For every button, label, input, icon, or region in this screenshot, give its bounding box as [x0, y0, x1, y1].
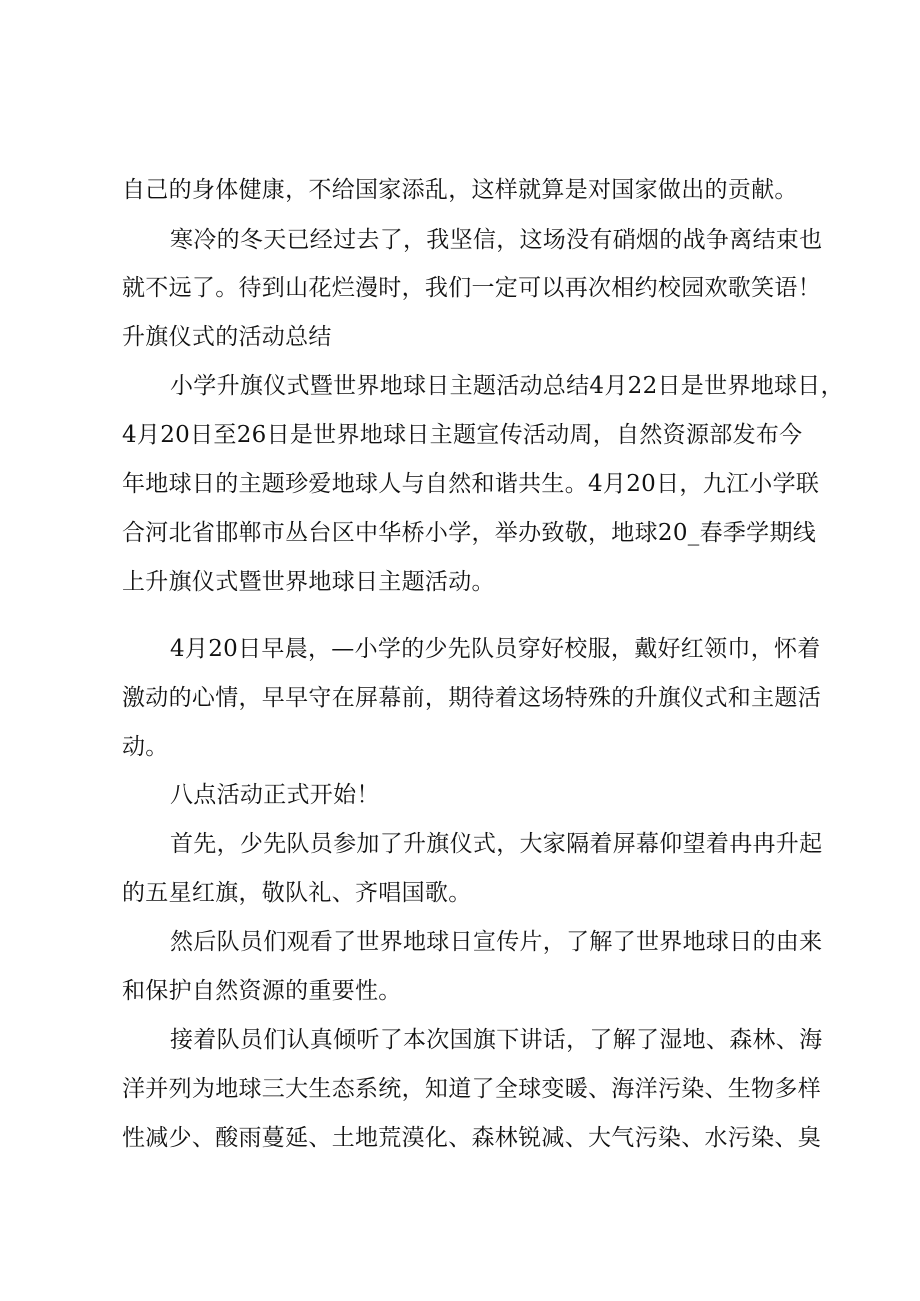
text-line: 然后队员们观看了世界地球日宣传片，了解了世界地球日的由来 [170, 929, 823, 955]
text-line: 年地球日的主题珍爱地球人与自然和谐共生。4月20日，九江小学联 [122, 471, 820, 497]
text-line: 小学升旗仪式暨世界地球日主题活动总结4月22日是世界地球日， [170, 373, 844, 399]
text-line: 合河北省邯郸市丛台区中华桥小学，举办致敬，地球20_春季学期线 [122, 520, 817, 546]
text-line: 上升旗仪式暨世界地球日主题活动。 [122, 569, 495, 595]
text-line: 八点活动正式开始！ [170, 782, 380, 808]
text-line: 接着队员们认真倾听了本次国旗下讲话，了解了湿地、森林、海 [170, 1027, 823, 1053]
text-line: 4月20日至26日是世界地球日主题宣传活动周，自然资源部发布今 [122, 422, 803, 448]
text-line: 就不远了。待到山花烂漫时，我们一定可以再次相约校园欢歌笑语！ [122, 275, 821, 301]
text-line: 激动的心情，早早守在屏幕前，期待着这场特殊的升旗仪式和主题活 [122, 685, 821, 711]
text-line: 4月20日早晨，—小学的少先队员穿好校服，戴好红领巾，怀着 [170, 636, 821, 662]
text-line: 寒冷的冬天已经过去了，我坚信，这场没有硝烟的战争离结束也 [170, 227, 823, 253]
text-line: 动。 [122, 734, 169, 760]
text-line: 和保护自然资源的重要性。 [122, 978, 402, 1004]
text-line: 性减少、酸雨蔓延、土地荒漠化、森林锐减、大气污染、水污染、臭 [122, 1125, 821, 1151]
section-heading: 升旗仪式的活动总结 [122, 324, 332, 350]
text-line: 洋并列为地球三大生态系统，知道了全球变暖、海洋污染、生物多样 [122, 1076, 821, 1102]
text-line: 的五星红旗，敬队礼、齐唱国歌。 [122, 880, 472, 906]
text-line: 自己的身体健康，不给国家添乱，这样就算是对国家做出的贡献。 [122, 177, 798, 203]
text-line: 首先，少先队员参加了升旗仪式，大家隔着屏幕仰望着冉冉升起 [170, 831, 823, 857]
